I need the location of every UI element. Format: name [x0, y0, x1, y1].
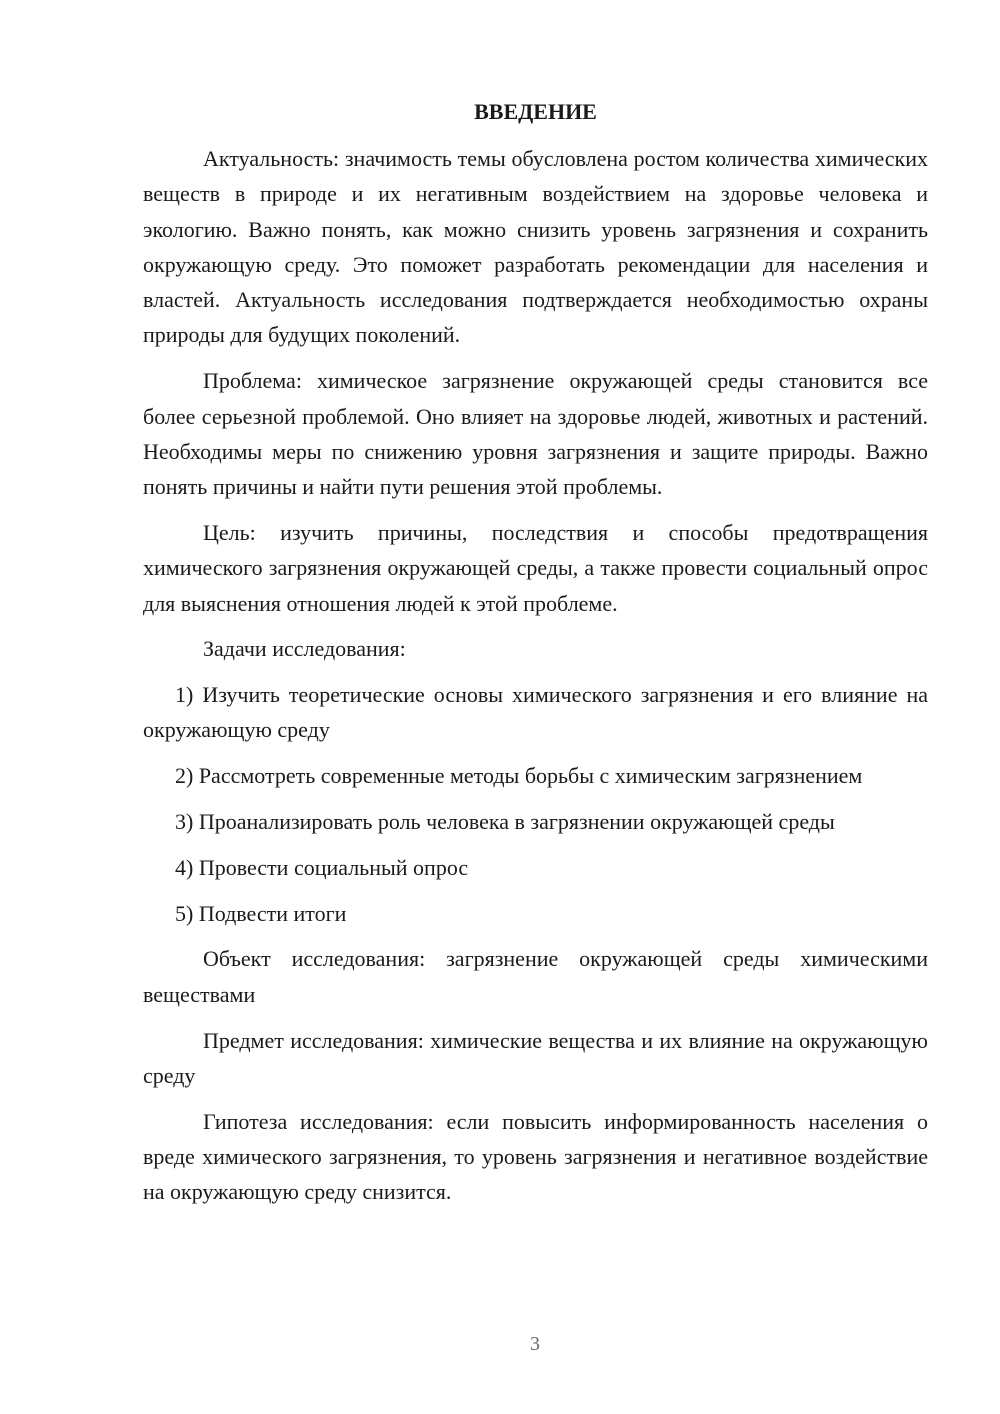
- tasks-heading: Задачи исследования:: [203, 636, 406, 662]
- page-number: 3: [530, 1333, 540, 1355]
- paragraph-subject: Предмет исследования: химические вещества и их влияние на окружающую среду: [143, 1027, 928, 1088]
- paragraph-hypothesis: Гипотеза исследования: если повысить информированность населения о вреде химического загрязнения, то уровень загрязнения и негативное воздействие на окружающую среду снизится.: [143, 1108, 928, 1205]
- task-item-4: 4) Провести социальный опрос: [175, 854, 469, 880]
- paragraph-problem: Проблема: химическое загрязнение окружающей среды становится все более серьезной проблемой. Оно влияет на здоровье людей, животных и растений. Необходимы меры по снижению уровня загрязнения и защите природы. Важно понять причины и найти пути решения этой проблемы.: [143, 368, 928, 500]
- paragraph-relevance: Актуальность: значимость темы обусловлена ростом количества химических веществ в природе и их негативным воздействием на здоровье человека и экологию. Важно понять, как можно снизить уровень загрязнения и сохранить окружающую среду. Это поможет разработать рекомендации для населения и властей. Актуальность исследования подтверждается необходимостью охраны природы для будущих поколений.: [143, 146, 928, 348]
- page-title: ВВЕДЕНИЕ: [474, 99, 597, 124]
- task-item-5: 5) Подвести итоги: [175, 900, 347, 926]
- task-item-1: 1) Изучить теоретические основы химического загрязнения и его влияние на окружающую среду: [143, 682, 928, 743]
- task-item-2: 2) Рассмотреть современные методы борьбы с химическим загрязнением: [175, 763, 863, 789]
- paragraph-goal: Цель: изучить причины, последствия и способы предотвращения химического загрязнения окружающей среды, а также провести социальный опрос для выяснения отношения людей к этой проблеме.: [143, 519, 928, 616]
- paragraph-object: Объект исследования: загрязнение окружающей среды химическими веществами: [143, 946, 928, 1007]
- document-page: [143, 94, 928, 1210]
- task-item-3: 3) Проанализировать роль человека в загрязнении окружающей среды: [175, 809, 835, 835]
